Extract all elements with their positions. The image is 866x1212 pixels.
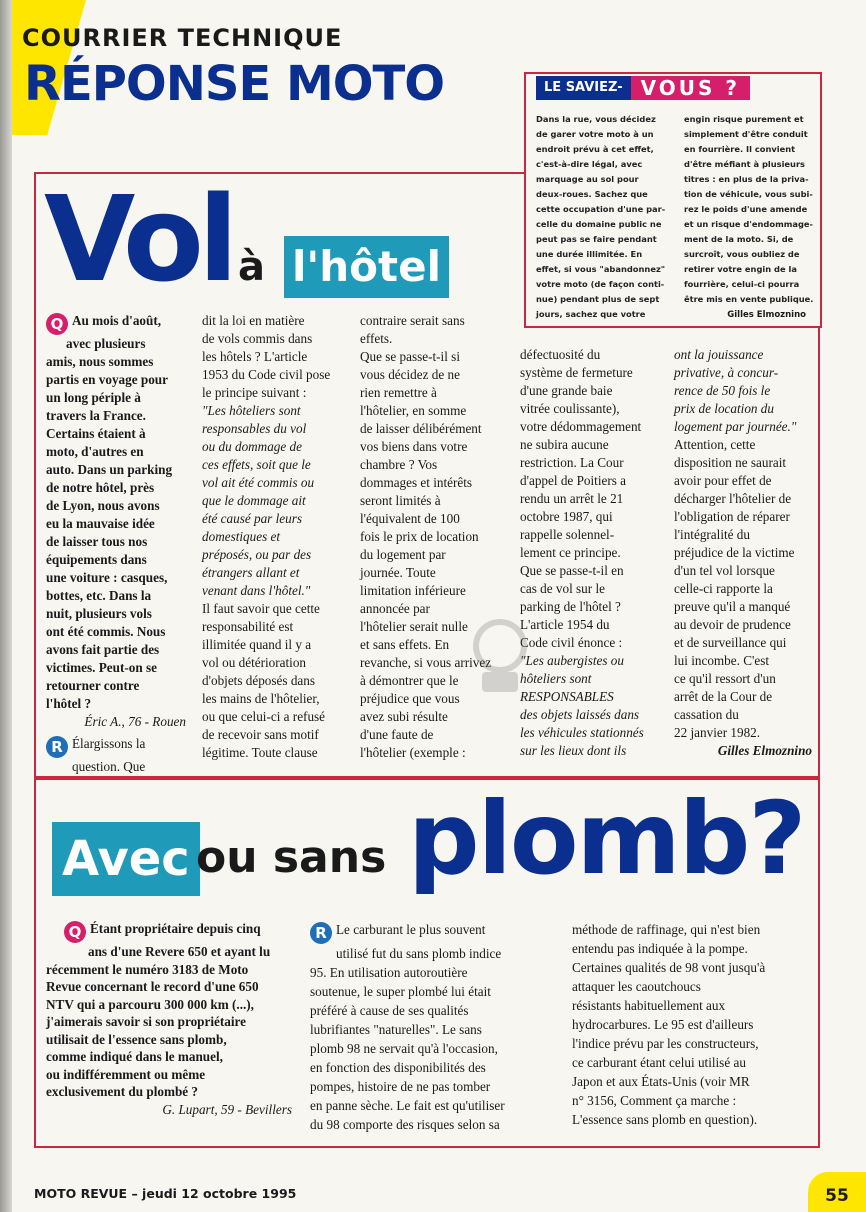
text-line: vous décidez de ne: [360, 367, 460, 382]
text-line: simplement d'être conduit: [684, 129, 808, 139]
article-vol-column-2: [202, 312, 352, 762]
text-line: Revue concernant le record d'une 650: [46, 979, 259, 994]
text-line: eu la mauvaise idée: [46, 516, 155, 531]
text-line: Étant propriétaire depuis cinq: [90, 921, 261, 936]
answer-badge: R: [46, 736, 68, 758]
text-line: "Les hôteliers sont: [202, 403, 301, 418]
text-line: peut pas se faire pendant: [536, 234, 657, 244]
text-line: moto, d'autres en: [46, 444, 144, 459]
text-line: "Les aubergistes ou: [520, 653, 624, 668]
text-line: victimes. Peut-on se: [46, 660, 157, 675]
text-line: Attention, cette: [674, 437, 756, 452]
text-line: bottes, etc. Dans la: [46, 588, 152, 603]
answer-start: [46, 735, 186, 776]
answer-badge: R: [310, 922, 332, 944]
text-line: des objets laissés dans: [520, 707, 640, 722]
text-line: auto. Dans un parking: [46, 462, 173, 477]
text-line: du 98 comporte des risques selon sa: [310, 1117, 500, 1132]
text-line: vol ait été commis ou: [202, 475, 315, 490]
text-line: retirer votre engin de la: [684, 264, 797, 274]
article-plomb-title-plomb: plomb?: [408, 780, 805, 897]
text-line: votre dédommagement: [520, 419, 642, 434]
text-line: effets.: [360, 331, 393, 346]
text-line: Certains étaient à: [46, 426, 146, 441]
text-line: une voiture : casques,: [46, 570, 168, 585]
text-line: lubrifiantes "naturelles". Le sans: [310, 1022, 482, 1037]
text-line: ce carburant étant celui utilisé au: [572, 1055, 746, 1070]
text-line: vitrée coulissante),: [520, 401, 620, 416]
text-line: décharger l'hôtelier de: [674, 491, 792, 506]
text-line: Le carburant le plus souvent: [336, 922, 486, 937]
text-line: logement par journée.": [674, 419, 797, 434]
text-line: les véhicules stationnés: [520, 725, 644, 740]
law-quote-2-continued: [674, 346, 812, 436]
text-line: de laisser tous nos: [46, 534, 148, 549]
text-line: Il faut savoir que cette: [202, 601, 320, 616]
text-line: à démontrer que le: [360, 673, 459, 688]
did-you-know-label-a: LE SAVIEZ-: [536, 76, 631, 100]
text-line: préjudice que vous: [360, 691, 460, 706]
text-line: soutenue, le super plombé lui était: [310, 984, 491, 999]
text-line: rence de 50 fois le: [674, 383, 771, 398]
text-line: illimitée quand il y a: [202, 637, 312, 652]
text-line: utilisé fut du sans plomb indice: [336, 946, 502, 961]
did-you-know-column-1: [536, 112, 674, 322]
text-line: comme indiqué dans le manuel,: [46, 1049, 223, 1064]
text-line: disposition ne saurait: [674, 455, 787, 470]
text-line: rien remettre à: [360, 385, 437, 400]
text-line: cette occupation d'une par-: [536, 204, 666, 214]
text-line: 95. En utilisation autoroutière: [310, 965, 468, 980]
text-line: en fonction des disponibilités des: [310, 1060, 486, 1075]
text-line: étrangers allant et: [202, 565, 300, 580]
text-line: 22 janvier 1982.: [674, 725, 761, 740]
text-line: ans d'une Revere 650 et ayant lu: [88, 944, 271, 959]
text-line: Certaines qualités de 98 vont jusqu'à: [572, 960, 766, 975]
text-line: NTV qui a parcouru 300 000 km (...),: [46, 996, 254, 1012]
text-line: l'équivalent de 100: [360, 511, 460, 526]
text-line: arrêt de la Cour de: [674, 689, 773, 704]
text-line: dommages et intérêts: [360, 475, 473, 490]
text-line: équipements dans: [46, 552, 147, 567]
text-line: Au mois d'août,: [72, 313, 162, 328]
text-line: hydrocarbures. Le 95 est d'ailleurs: [572, 1017, 754, 1032]
text-line: responsables du vol: [202, 421, 307, 436]
text-line: hôteliers sont: [520, 671, 592, 686]
text-line: celle-ci rapporte la: [674, 581, 773, 596]
did-you-know-signature: Gilles Elmoznino: [727, 310, 806, 320]
text-line: les mains de l'hôtelier,: [202, 691, 320, 706]
text-line: résistants habituellement aux: [572, 998, 726, 1013]
text-line: au devoir de prudence: [674, 617, 791, 632]
text-line: annoncée par: [360, 601, 430, 616]
text-line: limitation inférieure: [360, 583, 466, 598]
text-line: du logement par: [360, 547, 446, 562]
text-line: d'objets déposés dans: [202, 673, 315, 688]
article-plomb-title-ou-sans: ou sans: [196, 832, 387, 883]
text-line: octobre 1987, qui: [520, 509, 613, 524]
text-line: responsabilité est: [202, 619, 294, 634]
text-line: parking de l'hôtel ?: [520, 599, 621, 614]
article-vol-column-5: [674, 346, 812, 760]
text-line: engin risque purement et: [684, 114, 804, 124]
text-line: utilisait de l'essence sans plomb,: [46, 1031, 227, 1047]
text-line: revanche, si vous arrivez: [360, 655, 492, 670]
text-line: avec plusieurs: [66, 336, 146, 351]
text-line: deux-roues. Sachez que: [536, 189, 648, 199]
text-line: vos biens dans votre: [360, 439, 468, 454]
text-line: de laisser délibérément: [360, 421, 482, 436]
text-line: l'hôtel ?: [46, 696, 92, 711]
text-line: ou que celui-ci a refusé: [202, 709, 326, 724]
text-line: d'une faute de: [360, 727, 434, 742]
text-line: plomb 98 ne servait qu'à l'occasion,: [310, 1041, 498, 1056]
text-line: préjudice de la victime: [674, 545, 795, 560]
text-line: RESPONSABLES: [520, 689, 614, 704]
text-line: Japon et aux États-Unis (voir MR: [572, 1074, 750, 1089]
text-line: prix de location du: [674, 401, 774, 416]
text-line: n° 3156, Comment ça marche :: [572, 1093, 737, 1108]
text-line: cassation du: [674, 707, 739, 722]
did-you-know-header: [536, 76, 750, 100]
text-line: jours, sachez que votre: [536, 309, 646, 319]
reader-author: G. Lupart, 59 - Bevillers: [162, 1101, 292, 1117]
text-line: Dans la rue, vous décidez: [536, 114, 656, 124]
text-line: endroit prévu à cet effet,: [536, 144, 654, 154]
text-line: fois le prix de location: [360, 529, 479, 544]
text-line: récemment le numéro 3183 de Moto: [46, 961, 249, 977]
text-line: L'article 1954 du: [520, 617, 610, 632]
text-line: attaquer les caoutchoucs: [572, 979, 701, 994]
text-line: cas de vol sur le: [520, 581, 605, 596]
text-line: pompes, histoire de ne pas tomber: [310, 1079, 491, 1094]
text-line: Code civil énonce :: [520, 635, 623, 650]
text-line: lement ce principe.: [520, 545, 621, 560]
text-line: effet, si vous "abandonnez": [536, 264, 666, 274]
text-line: travers la France.: [46, 408, 146, 423]
text-line: dit la loi en matière: [202, 313, 305, 328]
text-line: ce qu'il ressort d'un: [674, 671, 776, 686]
footer-issue: MOTO REVUE – jeudi 12 octobre 1995: [34, 1186, 297, 1201]
text-line: que le dommage ait: [202, 493, 306, 508]
text-line: tion de véhicule, vous subi-: [684, 189, 813, 199]
text-line: venant dans l'hôtel.": [202, 583, 311, 598]
text-line: et de surveillance qui: [674, 635, 787, 650]
question-badge: Q: [64, 921, 86, 943]
text-line: rappelle solennel-: [520, 527, 615, 542]
text-line: sur les lieux dont ils: [520, 743, 627, 758]
article-plomb-title-avec: Avec: [52, 822, 200, 896]
text-line: le principe suivant :: [202, 385, 307, 400]
text-line: lui incombe. C'est: [674, 653, 770, 668]
text-line: l'hôtelier serait nulle: [360, 619, 468, 634]
scan-watermark-icon: [470, 616, 530, 696]
text-line: système de fermeture: [520, 365, 633, 380]
text-line: en fourrière. Il convient: [684, 144, 796, 154]
text-line: contraire serait sans: [360, 313, 465, 328]
text-line: vol ou détérioration: [202, 655, 307, 670]
text-line: avez subi résulte: [360, 709, 448, 724]
article-plomb-column-3: [572, 920, 812, 1129]
reader-author: Éric A., 76 - Rouen: [84, 714, 186, 729]
text-line: ont été commis. Nous: [46, 624, 166, 639]
text-line: l'intégralité du: [674, 527, 750, 542]
article-vol-title-a: à: [238, 244, 265, 290]
article-vol-title-hotel: l'hôtel: [284, 236, 449, 298]
question-badge: Q: [46, 313, 68, 335]
text-line: d'appel de Poitiers a: [520, 473, 627, 488]
text-line: titres : en plus de la priva-: [684, 174, 809, 184]
text-line: L'essence sans plomb en question).: [572, 1112, 758, 1127]
text-line: restriction. La Cour: [520, 455, 624, 470]
text-line: Élargissons la: [72, 736, 146, 751]
text-line: partis en voyage pour: [46, 372, 168, 387]
text-line: être mis en vente publique.: [684, 294, 814, 304]
law-quote: [202, 402, 352, 600]
text-line: entendu pas indiquée à la pompe.: [572, 941, 748, 956]
text-line: rez le poids d'une amende: [684, 204, 808, 214]
text-line: privative, à concur-: [674, 365, 779, 380]
text-line: une durée illimitée. En: [536, 249, 643, 259]
article-vol-column-4: [520, 346, 670, 760]
text-line: seront limités à: [360, 493, 441, 508]
text-line: nuit, plusieurs vols: [46, 606, 152, 621]
text-line: Que se passe-t-il en: [520, 563, 624, 578]
text-line: exclusivement du plombé ?: [46, 1084, 199, 1099]
text-line: les hôtels ? L'article: [202, 349, 308, 364]
text-line: préposés, ou par des: [202, 547, 312, 562]
text-line: un long périple à: [46, 390, 141, 405]
text-line: ne subira aucune: [520, 437, 609, 452]
did-you-know-box: [524, 72, 822, 328]
text-line: ou indifféremment ou même: [46, 1066, 206, 1082]
text-line: et un risque d'endommage-: [684, 219, 813, 229]
reader-question: [46, 920, 292, 1101]
text-line: 1953 du Code civil pose: [202, 367, 331, 382]
text-line: fourrière, celui-ci pourra: [684, 279, 800, 289]
text-line: celle du domaine public ne: [536, 219, 662, 229]
article-vol-column-1: [46, 312, 186, 776]
text-line: votre moto (de façon conti-: [536, 279, 665, 289]
section-title: COURRIER TECHNIQUE: [22, 24, 343, 52]
text-line: chambre ? Vos: [360, 457, 438, 472]
text-line: j'aimerais savoir si son propriétaire: [46, 1014, 246, 1029]
text-line: de garer votre moto à un: [536, 129, 654, 139]
text-line: preuve qu'il a manqué: [674, 599, 791, 614]
text-line: ont la jouissance: [674, 347, 764, 362]
text-line: surcroît, vous oubliez de: [684, 249, 800, 259]
page-number: 55: [808, 1172, 866, 1212]
text-line: nue) pendant plus de sept: [536, 294, 660, 304]
text-line: c'est-à-dire légal, avec: [536, 159, 643, 169]
text-line: été causé par leurs: [202, 511, 302, 526]
text-line: question. Que: [72, 759, 146, 774]
text-line: retourner contre: [46, 678, 140, 693]
section-subtitle: RÉPONSE MOTO: [24, 56, 445, 112]
reader-question: [46, 312, 186, 713]
text-line: marquage au sol pour: [536, 174, 639, 184]
text-line: avoir pour effet de: [674, 473, 772, 488]
text-line: domestiques et: [202, 529, 281, 544]
text-line: et sans effets. En: [360, 637, 450, 652]
text-line: en panne sèche. Le fait est qu'utiliser: [310, 1098, 505, 1113]
text-line: l'hôtelier, en somme: [360, 403, 467, 418]
law-quote-2: [520, 652, 670, 760]
text-line: défectuosité du: [520, 347, 601, 362]
text-line: de Lyon, nous avons: [46, 498, 160, 513]
text-line: l'hôtelier (exemple :: [360, 745, 466, 760]
did-you-know-label-b: VOUS ?: [631, 76, 750, 100]
text-line: méthode de raffinage, qui n'est bien: [572, 922, 761, 937]
text-line: ou du dommage de: [202, 439, 302, 454]
text-line: ment de la moto. Si, de: [684, 234, 794, 244]
text-line: amis, nous sommes: [46, 354, 154, 369]
text-line: ces effets, soit que le: [202, 457, 311, 472]
article-plomb-column-1: [46, 920, 292, 1118]
text-line: de notre hôtel, près: [46, 480, 155, 495]
text-line: de vols commis dans: [202, 331, 313, 346]
text-line: l'indice prévu par les constructeurs,: [572, 1036, 759, 1051]
page-spine: [0, 0, 12, 1212]
text-line: d'une grande baie: [520, 383, 613, 398]
text-line: préféré à cause de ses qualités: [310, 1003, 469, 1018]
article-vol-title-vol: Vol: [44, 170, 233, 308]
text-line: d'un tel vol lorsque: [674, 563, 775, 578]
text-line: avons fait partie des: [46, 642, 160, 657]
article-signature: Gilles Elmoznino: [717, 743, 812, 758]
text-line: d'être méfiant à plusieurs: [684, 159, 805, 169]
article-plomb-column-2: [310, 920, 560, 1134]
text-line: rendu un arrêt le 21: [520, 491, 624, 506]
text-line: Que se passe-t-il si: [360, 349, 460, 364]
text-line: l'obligation de réparer: [674, 509, 790, 524]
text-line: légitime. Toute clause: [202, 745, 318, 760]
text-line: journée. Toute: [360, 565, 436, 580]
text-line: de recevoir sans motif: [202, 727, 319, 742]
did-you-know-column-2: [684, 112, 818, 307]
